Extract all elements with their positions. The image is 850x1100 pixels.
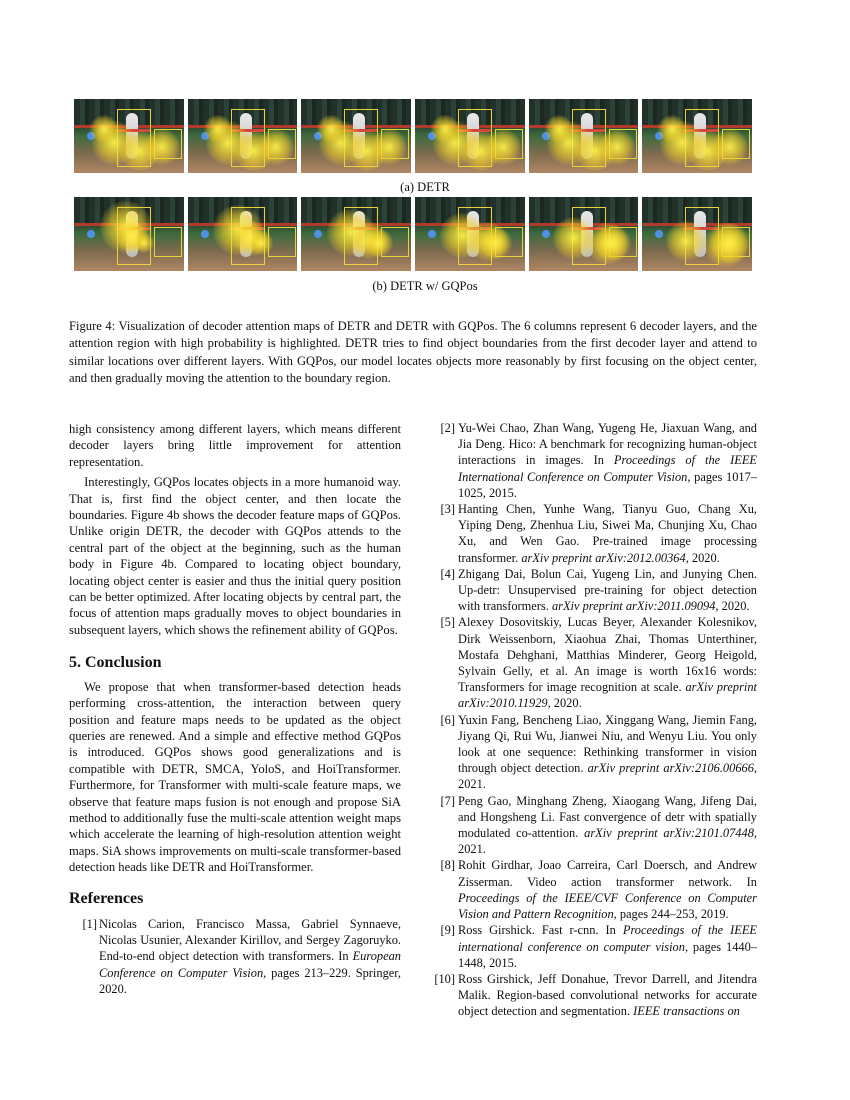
section-heading-references: References	[69, 889, 144, 907]
subfigure-label-a: (a) DETR	[400, 180, 450, 194]
attention-map-thumbnail	[301, 197, 411, 271]
reference-list-left	[69, 916, 401, 997]
reference-item: [4] Zhigang Dai, Bolun Cai, Yugeng Lin, and Junying Chen. Up-detr: Unsupervised pre-training for object detection with transformers. arXiv preprint arXiv:2011.09094, 2020.	[440, 566, 757, 614]
left-column	[69, 421, 401, 997]
attention-map-thumbnail	[415, 197, 525, 271]
body-paragraph: Interestingly, GQPos locates objects in a more humanoid way. That is, first find the object center, and then locate the boundaries. Figure 4b shows the decoder feature maps of GQPos. Unlike origin DETR, the decoder with GQPos attends to the central part of the object at the beginning, such as the human body in Figure 4b. Compared to locating object boundary, locating object center is easier and thus the initial query position can be better optimized. After locating objects by central part, the focus of attention maps gradually moves to object boundaries in subsequent layers, which shows the refinement ability of GQPos.	[69, 475, 401, 637]
figure-caption: Figure 4: Visualization of decoder attention maps of DETR and DETR with GQPos. The 6 columns represent 6 decoder layers, and the attention region with high probability is highlighted. DETR tries to find object boundaries from the first decoder layer and attend to similar locations over different layers. With GQPos, our model locates objects more reasonably by first focusing on the object center, and then gradually moving the attention to the boundary region.	[69, 319, 757, 386]
attention-map-thumbnail	[642, 197, 752, 271]
attention-map-thumbnail	[188, 197, 298, 271]
reference-item: [3] Hanting Chen, Yunhe Wang, Tianyu Guo, Chang Xu, Yiping Deng, Zhenhua Liu, Siwei Ma, Chunjing Xu, Chao Xu, and Wen Gao. Pre-trained image processing transformer. arXiv preprint arXiv:2012.00364, 2020.	[440, 502, 757, 565]
attention-map-thumbnail	[415, 99, 525, 173]
reference-item: [5] Alexey Dosovitskiy, Lucas Beyer, Alexander Kolesnikov, Dirk Weissenborn, Xiaohua Zhai, Thomas Unterthiner, Mostafa Dehghani, Matthias Minderer, Georg Heigold, Sylvain Gelly, et al. An image is worth 16x16 words: Transformers for image recognition at scale. arXiv preprint arXiv:2010.11929, 2020.	[440, 615, 757, 711]
attention-map-thumbnail	[188, 99, 298, 173]
figure-row-detr-gqpos	[74, 197, 752, 271]
reference-item: [6] Yuxin Fang, Bencheng Liao, Xinggang Wang, Jiemin Fang, Jiyang Qi, Rui Wu, Jianwei Niu, and Wenyu Liu. You only look at one sequence: Rethinking transformer in vision through object detection. arXiv preprint arXiv:2106.00666, 2021.	[440, 712, 758, 792]
conclusion-paragraph: We propose that when transformer-based detection heads performing cross-attention, the interaction between query position and feature maps needs to be updated as the object queries are renewed. And a simple and effective method GQPos is introduced. GQPos shows good generalizations and is compatible with DETR, SMCA, YoloS, and HoiTransformer. Furthermore, for Transformer with multi-scale feature maps, we observe that feature maps fusion is not enough and propose SiA method to additionally fuse the multi-scale attention weight maps which accelerate the learning of high-resolution attention weight maps. SiA shows improvements on multi-scale transformer-based detection heads like DETR and HoiTransformer.	[69, 679, 401, 875]
reference-item: [9] Ross Girshick. Fast r-cnn. In Proceedings of the IEEE international conference on computer vision, pages 1440–1448, 2015.	[440, 923, 757, 970]
attention-map-thumbnail	[529, 99, 639, 173]
reference-item: [1] Nicolas Carion, Francisco Massa, Gabriel Synnaeve, Nicolas Usunier, Alexander Kirillov, and Sergey Zagoruyko. End-to-end object detection with transformers. In European Conference on Computer Vision, pages 213–229. Springer, 2020.	[82, 916, 401, 996]
attention-map-thumbnail	[74, 197, 184, 271]
attention-map-thumbnail	[529, 197, 639, 271]
body-paragraph: high consistency among different layers, which means different decoder layers bring little improvement for attention representation.	[69, 422, 401, 469]
attention-map-thumbnail	[301, 99, 411, 173]
reference-item: [7] Peng Gao, Minghang Zheng, Xiaogang Wang, Jifeng Dai, and Hongsheng Li. Fast convergence of detr with spatially modulated co-attention. arXiv preprint arXiv:2101.07448, 2021.	[440, 793, 757, 857]
reference-item: [2] Yu-Wei Chao, Zhan Wang, Yugeng He, Jiaxuan Wang, and Jia Deng. Hico: A benchmark for recognizing human-object interactions in images. In Proceedings of the IEEE International Conference on Computer Vision, pages 1017–1025, 2015.	[440, 421, 757, 500]
attention-map-thumbnail	[642, 99, 752, 173]
subfigure-label-b: (b) DETR w/ GQPos	[372, 279, 478, 293]
attention-map-thumbnail	[74, 99, 184, 173]
figure-row-detr	[74, 99, 752, 173]
section-heading-conclusion: 5. Conclusion	[69, 654, 162, 672]
reference-item: [8] Rohit Girdhar, Joao Carreira, Carl Doersch, and Andrew Zisserman. Video action transformer network. In Proceedings of the IEEE/CVF Conference on Computer Vision and Pattern Recognition, pages 244–253, 2019.	[440, 858, 757, 922]
reference-item: [10] Ross Girshick, Jeff Donahue, Trevor Darrell, and Jitendra Malik. Region-based convolutional networks for accurate object detection and segmentation. IEEE transactions on	[434, 971, 757, 1019]
reference-list-right	[427, 420, 757, 1020]
